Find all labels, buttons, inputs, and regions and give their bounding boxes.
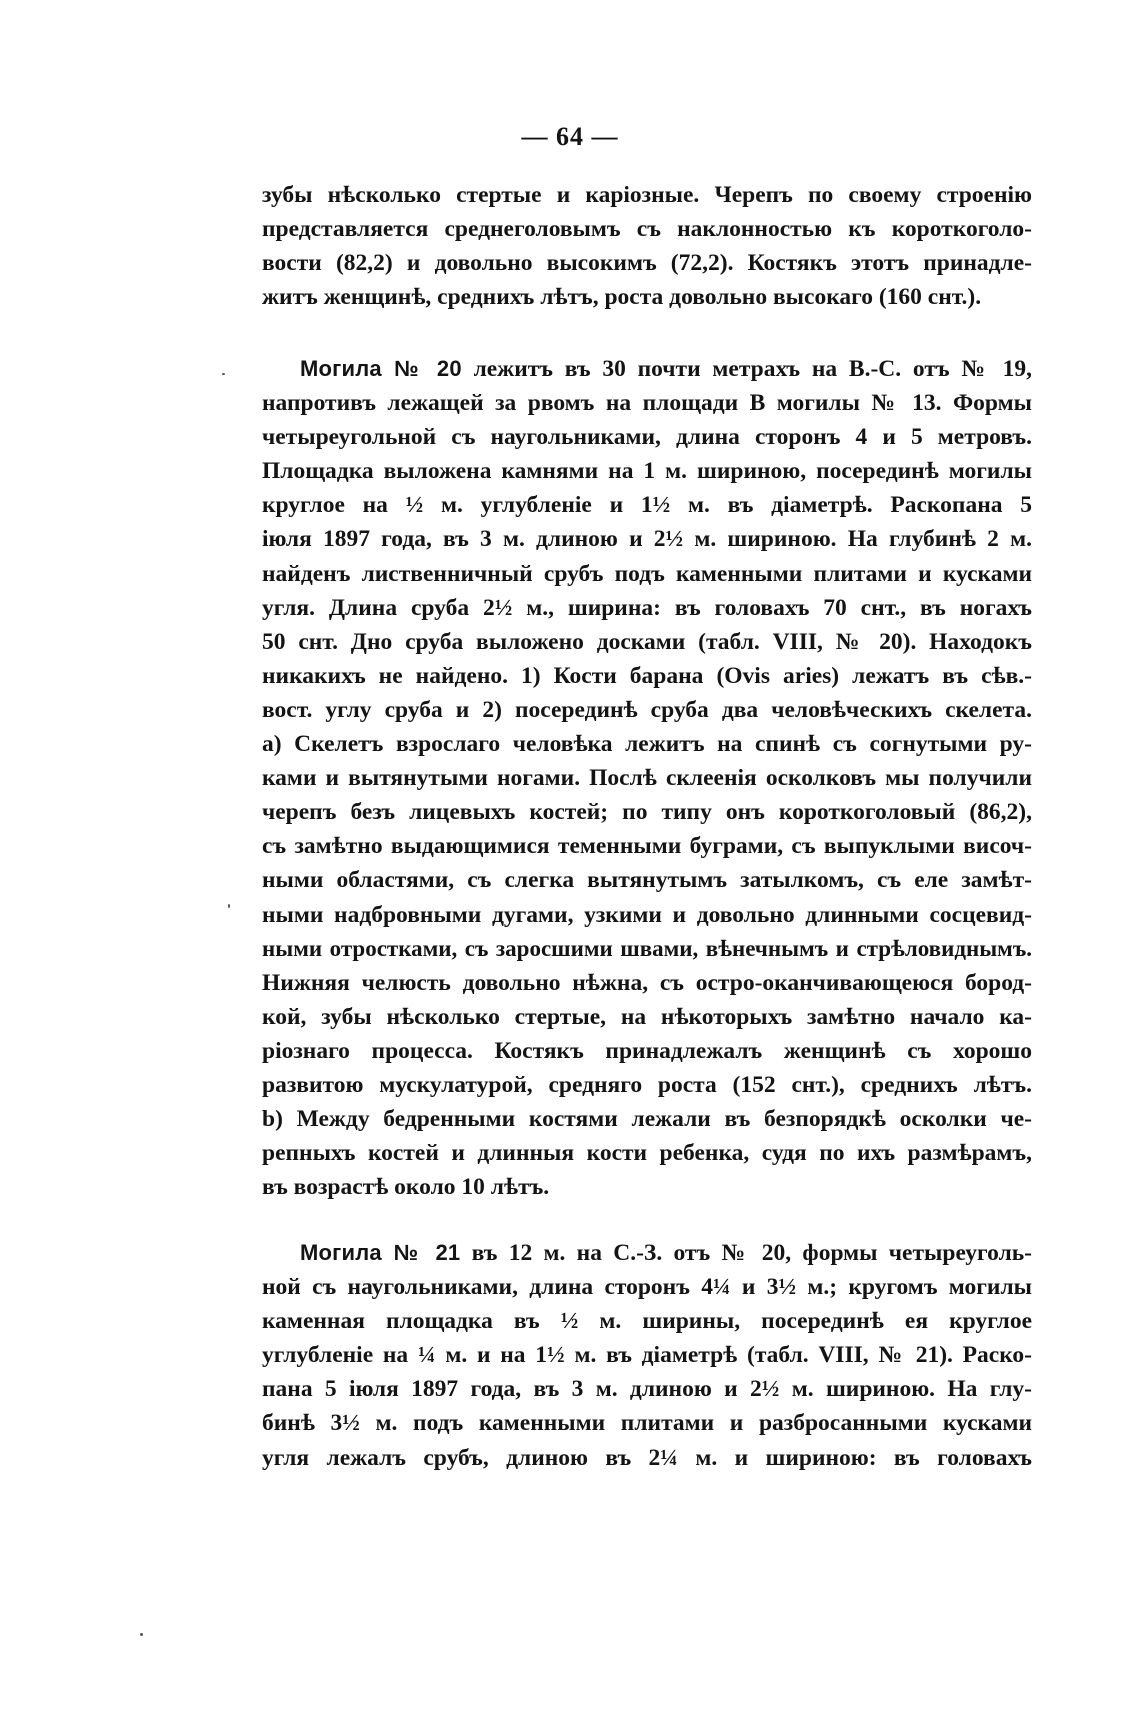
text-line: съ замѣтно выдающимися теменными буграми, съ выпуклыми височ- bbox=[262, 833, 1032, 860]
paragraph-grave-21 bbox=[262, 1236, 1032, 1475]
text-line: Площадка выложена камнями на 1 м. шириною, посерединѣ могилы bbox=[262, 458, 1032, 485]
text-line: 50 снт. Дно сруба выложено досками (табл. VIII, № 20). Находокъ bbox=[262, 628, 1032, 655]
text-line: углубленіе на ¼ м. и на 1½ м. въ діаметрѣ (табл. VIII, № 21). Раско- bbox=[262, 1342, 1032, 1369]
text-line: зубы нѣсколько стертые и каріозные. Черепъ по своему строенію bbox=[262, 182, 1032, 208]
text-line: въ возрастѣ около 10 лѣтъ. bbox=[262, 1174, 550, 1201]
text-line: пана 5 іюля 1897 года, въ 3 м. длиною и 2½ м. шириною. На глу- bbox=[262, 1376, 1032, 1403]
text-line: четыреугольной съ наугольниками, длина сторонъ 4 и 5 метровъ. bbox=[262, 424, 1032, 451]
text-line: угля лежалъ срубъ, длиною въ 2¼ м. и шириною: въ головахъ bbox=[262, 1444, 1032, 1471]
text-line: круглое на ½ м. углубленіе и 1½ м. въ діаметрѣ. Раскопана 5 bbox=[262, 492, 1032, 519]
text-line: репныхъ костей и длинныя кости ребенка, судя по ихъ размѣрамъ, bbox=[262, 1140, 1032, 1167]
text-line: напротивъ лежащей за рвомъ на площади В могилы № 13. Формы bbox=[262, 390, 1032, 417]
text-line: вост. углу сруба и 2) посерединѣ сруба два человѣческихъ скелета. bbox=[262, 696, 1032, 723]
text-line: ными отростками, съ заросшими швами, вѣнечнымъ и стрѣловиднымъ. bbox=[262, 935, 1032, 961]
text-line-first bbox=[262, 1236, 1032, 1270]
text-line: ками и вытянутыми ногами. Послѣ склеенія осколковъ мы получили bbox=[262, 765, 1032, 792]
scan-speck bbox=[228, 904, 230, 908]
paragraph-continuation bbox=[262, 178, 1032, 314]
text-line: вости (82,2) и довольно высокимъ (72,2). Костякъ этотъ принадле- bbox=[262, 250, 1032, 277]
text-line: кой, зубы нѣсколько стертые, на нѣкоторыхъ замѣтно начало ка- bbox=[262, 1003, 1032, 1030]
text-line: b) Между бедренными костями лежали въ безпорядкѣ осколки че- bbox=[262, 1106, 1032, 1133]
page-number: — 64 — bbox=[521, 122, 619, 151]
text-line: ной съ наугольниками, длина сторонъ 4¼ и 3½ м.; кругомъ могилы bbox=[262, 1274, 1032, 1301]
text-line: угля. Длина сруба 2½ м., ширина: въ головахъ 70 снт., въ ногахъ bbox=[262, 594, 1032, 621]
text-line: черепъ безъ лицевыхъ костей; по типу онъ короткоголовый (86,2), bbox=[262, 799, 1032, 826]
text-line: житъ женщинѣ, среднихъ лѣтъ, роста довольно высокаго (160 снт.). bbox=[262, 284, 982, 311]
grave-heading: Могила № 21 bbox=[300, 1240, 461, 1265]
text-line: ріознаго процесса. Костякъ принадлежалъ женщинѣ съ хорошо bbox=[262, 1037, 1032, 1064]
text-run: въ 12 м. на С.-З. отъ № 20, формы четыреуголь- bbox=[471, 1240, 1033, 1266]
scan-speck bbox=[222, 373, 225, 375]
text-line: Нижняя челюсть довольно нѣжна, съ остро-оканчивающеюся бород- bbox=[262, 969, 1032, 996]
text-run: лежитъ въ 30 почти метрахъ на В.-С. отъ № 19, bbox=[473, 356, 1033, 382]
text-line: развитою мускулатурой, средняго роста (152 снт.), среднихъ лѣтъ. bbox=[262, 1071, 1032, 1098]
text-line: бинѣ 3½ м. подъ каменными плитами и разбросанными кусками bbox=[262, 1410, 1032, 1437]
text-line: представляется среднеголовымъ съ наклонностью къ короткоголо- bbox=[262, 216, 1032, 243]
paragraph-grave-20 bbox=[262, 352, 1032, 1204]
text-line: ными надбровными дугами, узкими и довольно длинными сосцевид- bbox=[262, 901, 1032, 928]
text-line: ными областями, съ слегка вытянутымъ затылкомъ, съ еле замѣт- bbox=[262, 867, 1032, 894]
text-line: іюля 1897 года, въ 3 м. длиною и 2½ м. шириною. На глубинѣ 2 м. bbox=[262, 526, 1032, 553]
grave-heading: Могила № 20 bbox=[300, 356, 462, 381]
scan-speck bbox=[140, 1633, 143, 1636]
text-line-first bbox=[262, 352, 1032, 386]
text-line: каменная площадка въ ½ м. ширины, посерединѣ ея круглое bbox=[262, 1308, 1032, 1335]
text-line: никакихъ не найдено. 1) Кости барана (Ovis aries) лежатъ въ сѣв.- bbox=[262, 662, 1032, 689]
text-line: a) Скелетъ взрослаго человѣка лежитъ на спинѣ съ согнутыми ру- bbox=[262, 731, 1032, 758]
text-line: найденъ лиственничный срубъ подъ каменными плитами и кусками bbox=[262, 560, 1032, 587]
